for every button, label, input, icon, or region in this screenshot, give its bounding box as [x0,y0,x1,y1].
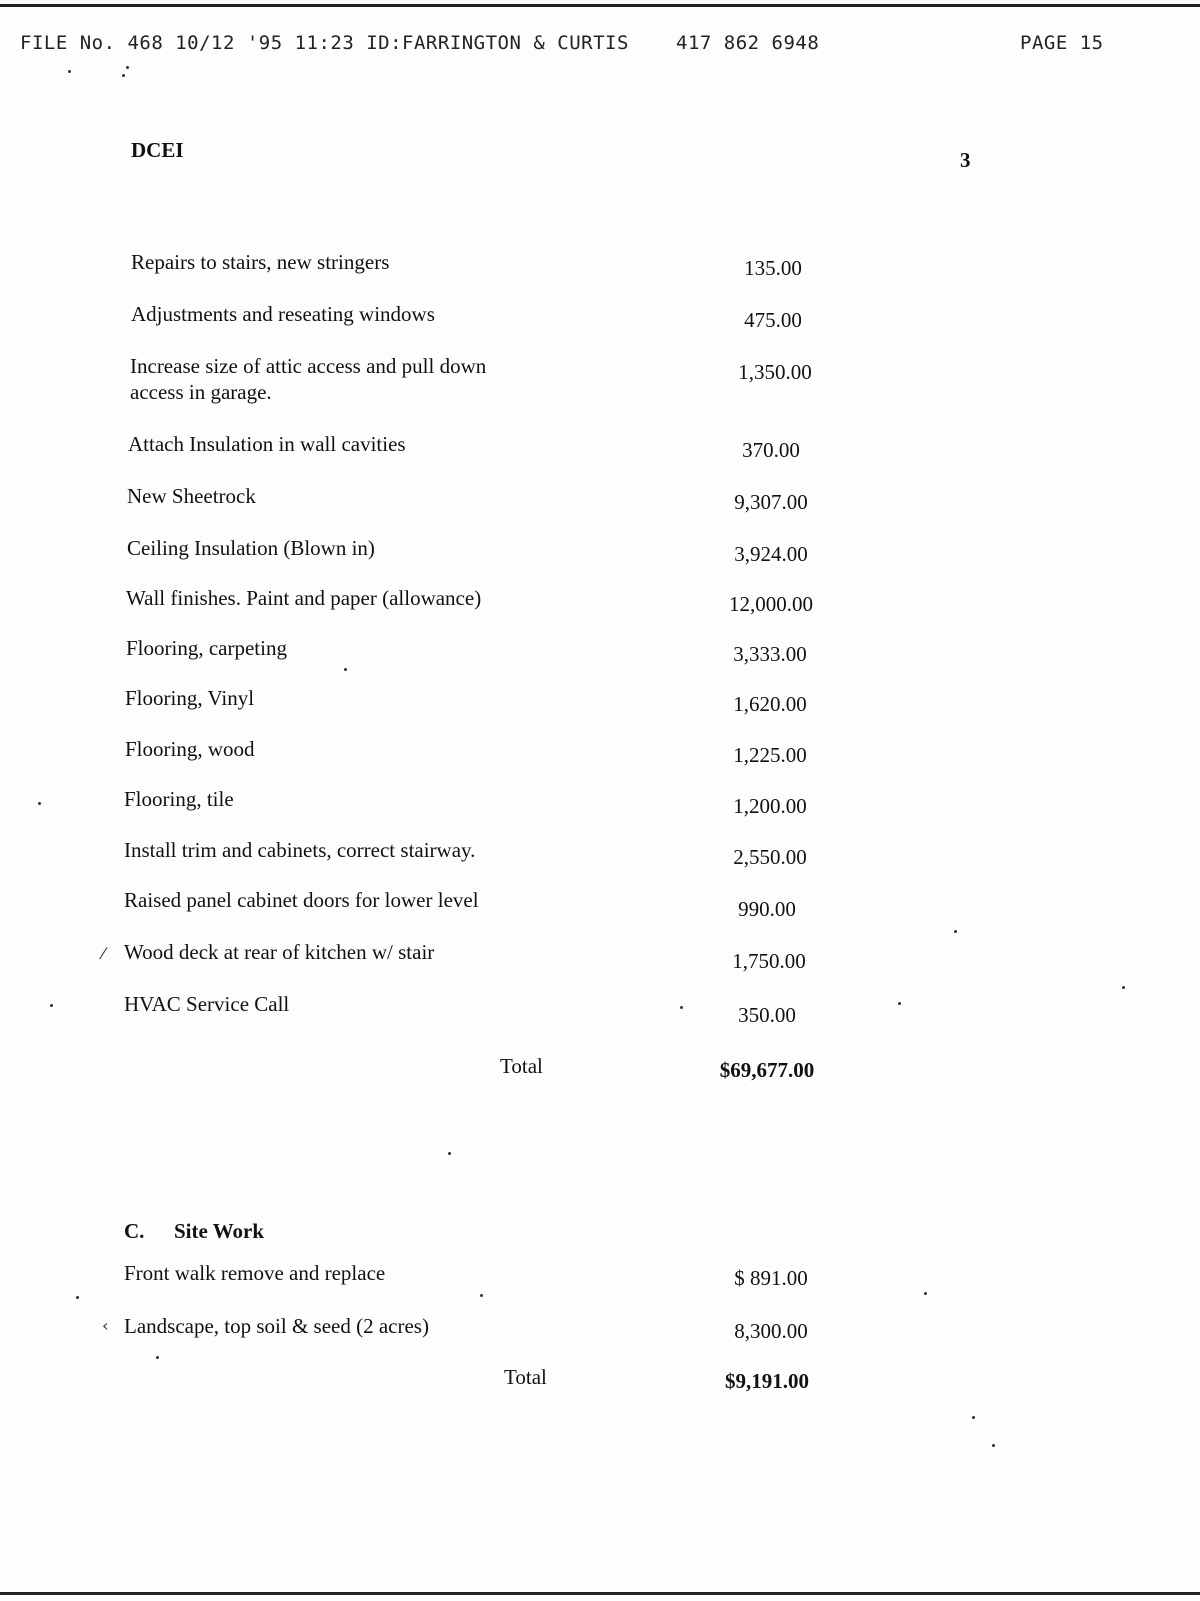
scan-speck [972,1416,975,1419]
line-item-amount: 1,200.00 [733,794,807,818]
line-item-amount: 9,307.00 [734,490,808,514]
scan-speck [344,668,347,671]
line-item-amount: 8,300.00 [734,1319,808,1343]
line-item-description: Attach Insulation in wall cavities [128,432,406,456]
line-item-description: Adjustments and reseating windows [131,302,435,326]
line-item-amount: 475.00 [744,308,802,332]
top-rule [0,4,1200,7]
scan-speck [126,66,129,69]
line-item-description: Flooring, Vinyl [125,686,255,710]
line-item-description: Install trim and cabinets, correct stairway. [124,838,476,862]
section-heading-site-work [124,1219,264,1244]
line-item-amount: 2,550.00 [733,845,807,869]
total-amount: $69,677.00 [719,1058,815,1082]
scan-speck [156,1356,159,1359]
line-item-description: New Sheetrock [127,484,256,508]
line-item-description: Wood deck at rear of kitchen w/ stair [124,940,435,964]
line-item-amount: 370.00 [742,438,800,462]
line-item-description: Landscape, top soil & seed (2 acres) [124,1314,429,1338]
check-mark-icon: ⁄ [102,944,105,963]
bottom-rule [0,1592,1200,1595]
check-mark-icon: ‹ [102,1316,109,1335]
scan-speck [954,930,957,933]
line-item-description: Front walk remove and replace [124,1261,386,1285]
scan-speck [122,74,125,77]
scan-speck [680,1006,683,1009]
line-item-amount: 350.00 [738,1003,796,1027]
line-item-description: Flooring, carpeting [126,636,287,660]
fax-file-info: FILE No. 468 10/12 '95 11:23 ID:FARRINGTON & CURTIS [20,32,629,54]
line-item-description: Flooring, tile [124,787,234,811]
line-item-description: Flooring, wood [125,737,255,761]
line-item-description: HVAC Service Call [124,992,290,1016]
line-item-amount: 135.00 [744,256,802,280]
fax-phone: 417 862 6948 [676,32,820,54]
line-item-amount: 12,000.00 [729,592,813,616]
line-item-amount: 1,225.00 [733,743,807,767]
scan-speck [76,1296,79,1299]
line-item-description: Raised panel cabinet doors for lower level [124,888,479,912]
line-item-description: Increase size of attic access and pull down [130,354,487,378]
scan-speck [898,1002,901,1005]
line-item-description-continued: access in garage. [130,380,272,404]
total-label: Total [504,1365,547,1389]
line-item-amount: 3,924.00 [734,542,808,566]
scan-speck [924,1292,927,1295]
page-number: 3 [960,148,971,172]
total-label: Total [500,1054,543,1078]
scan-speck [448,1152,451,1155]
line-item-amount: 1,350.00 [738,360,812,384]
section-title: Site Work [174,1219,265,1243]
scan-speck [992,1444,995,1447]
scan-speck [50,1004,53,1007]
section-letter: C. [124,1219,145,1243]
scan-speck [68,70,71,73]
line-item-amount: 1,620.00 [733,692,807,716]
line-item-amount: 3,333.00 [733,642,807,666]
line-item-description: Wall finishes. Paint and paper (allowance) [126,586,482,610]
scan-speck [38,802,41,805]
scan-speck [480,1294,483,1297]
fax-page: PAGE 15 [1020,32,1104,54]
line-item-description: Repairs to stairs, new stringers [131,250,390,274]
scan-speck [1122,986,1125,989]
line-item-amount: 990.00 [738,897,796,921]
line-item-description: Ceiling Insulation (Blown in) [127,536,375,560]
company-name: DCEI [131,138,184,162]
line-item-amount: $ 891.00 [734,1266,808,1290]
line-item-amount: 1,750.00 [732,949,806,973]
total-amount: $9,191.00 [725,1369,809,1393]
